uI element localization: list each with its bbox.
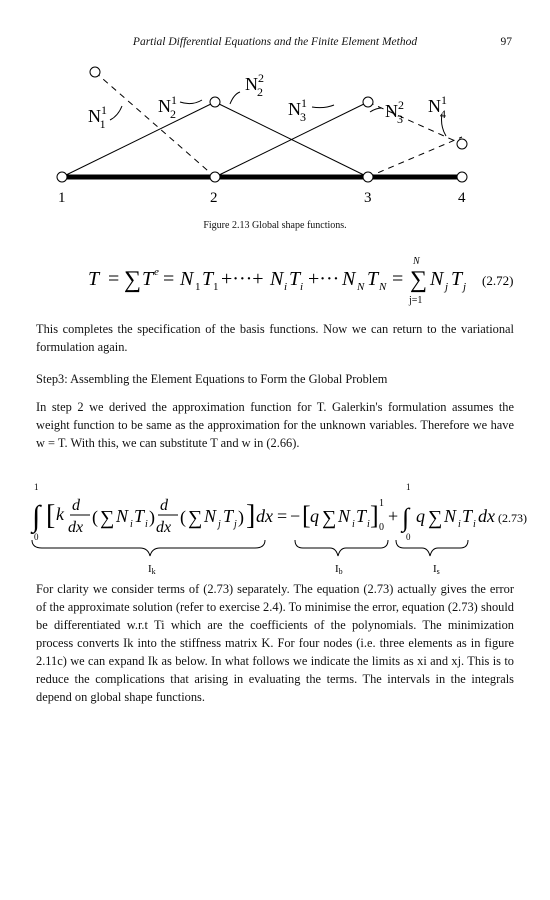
svg-text:d: d bbox=[72, 497, 80, 514]
node-2 bbox=[210, 172, 220, 182]
svg-text:j: j bbox=[218, 519, 221, 530]
svg-text:q: q bbox=[416, 506, 425, 526]
svg-text:∫: ∫ bbox=[402, 503, 410, 532]
svg-text:i: i bbox=[473, 519, 476, 530]
svg-text:j: j bbox=[445, 281, 449, 293]
figure-caption: Figure 2.13 Global shape functions. bbox=[203, 220, 347, 231]
shape-label-N11: $N^1$ 1 bbox=[88, 103, 107, 131]
svg-text:T: T bbox=[88, 268, 100, 290]
peak-node-2 bbox=[210, 97, 220, 107]
svg-text:∑: ∑ bbox=[322, 507, 337, 529]
svg-text:): ) bbox=[149, 507, 155, 527]
svg-text:T: T bbox=[289, 268, 301, 290]
svg-text:]: ] bbox=[246, 500, 256, 531]
svg-text:[: [ bbox=[46, 500, 56, 531]
svg-text:T: T bbox=[462, 506, 473, 526]
svg-text:i: i bbox=[145, 519, 148, 530]
svg-text:+···: +··· bbox=[308, 268, 340, 290]
svg-text:i: i bbox=[352, 519, 355, 530]
svg-text:T: T bbox=[142, 268, 154, 290]
svg-text:0: 0 bbox=[379, 522, 384, 533]
node-3 bbox=[363, 172, 373, 182]
svg-text:N: N bbox=[342, 268, 356, 290]
svg-text:): ) bbox=[238, 507, 244, 527]
svg-text:+: + bbox=[388, 506, 399, 526]
shape-label-N32: $N^2$ 3 bbox=[385, 98, 404, 126]
svg-text:k: k bbox=[56, 504, 64, 524]
svg-text:N: N bbox=[116, 506, 129, 526]
brace-label-Ib: Ib bbox=[335, 563, 343, 576]
arrow-N32 bbox=[370, 108, 382, 112]
svg-text:i: i bbox=[367, 519, 370, 530]
svg-text:T: T bbox=[451, 268, 463, 290]
equation-2-72 bbox=[30, 252, 530, 308]
running-header bbox=[0, 36, 550, 54]
peak-node-3 bbox=[363, 97, 373, 107]
svg-text:dx: dx bbox=[478, 506, 495, 526]
svg-text:(2.72): (2.72) bbox=[482, 273, 514, 288]
svg-text:i: i bbox=[458, 519, 461, 530]
svg-text:∫: ∫ bbox=[32, 500, 41, 533]
shape-label-N21: $N^1$ 2 bbox=[158, 93, 177, 121]
svg-text:=: = bbox=[163, 268, 175, 290]
arrow-N31 bbox=[312, 105, 334, 108]
svg-text:1: 1 bbox=[34, 482, 39, 492]
underbrace-Ik bbox=[32, 540, 265, 556]
svg-text:N: N bbox=[413, 256, 420, 267]
svg-text:T: T bbox=[367, 268, 379, 290]
svg-text:−: − bbox=[290, 506, 301, 526]
svg-text:T: T bbox=[223, 506, 234, 526]
running-title: Partial Differential Equations and the Finite Element Method bbox=[132, 36, 418, 48]
svg-text:(: ( bbox=[92, 507, 98, 527]
svg-text:=: = bbox=[108, 268, 120, 290]
shape-N14-dashed bbox=[368, 102, 462, 144]
global-shape-functions-figure bbox=[50, 62, 510, 222]
node-number-2: 2 bbox=[210, 190, 218, 206]
svg-text:dx: dx bbox=[256, 506, 273, 526]
svg-text:(2.73): (2.73) bbox=[498, 511, 527, 525]
brace-label-Ik: Ik bbox=[148, 563, 156, 576]
svg-text:∑: ∑ bbox=[410, 267, 428, 293]
svg-text:[: [ bbox=[302, 501, 311, 530]
brace-label-Is: Is bbox=[433, 563, 440, 576]
svg-text:1: 1 bbox=[195, 281, 201, 293]
arrow-N11 bbox=[110, 106, 122, 120]
paragraph-basis-functions: This completes the specification of the basis functions. Now we can return to the variational formulation again. bbox=[36, 322, 514, 354]
shape-label-N31: $N^1$ 3 bbox=[288, 96, 307, 124]
svg-text:=: = bbox=[277, 506, 288, 526]
node-number-1: 1 bbox=[58, 190, 66, 206]
svg-text:N: N bbox=[357, 281, 365, 293]
svg-text:i: i bbox=[130, 519, 133, 530]
svg-text:N: N bbox=[180, 268, 194, 290]
shape-N11-dashed bbox=[95, 72, 215, 177]
svg-text:1: 1 bbox=[213, 281, 219, 293]
node-1 bbox=[57, 172, 67, 182]
svg-text:j: j bbox=[463, 281, 467, 293]
svg-text:j=1: j=1 bbox=[409, 295, 423, 306]
page-number: 97 bbox=[500, 36, 512, 48]
svg-text:N: N bbox=[204, 506, 217, 526]
shape-label-N22: $N^2$ 2 bbox=[245, 71, 264, 99]
svg-text:N: N bbox=[430, 268, 444, 290]
svg-text:e: e bbox=[154, 266, 159, 278]
svg-text:dx: dx bbox=[156, 519, 172, 536]
svg-text:0: 0 bbox=[406, 532, 411, 542]
svg-text:1: 1 bbox=[406, 482, 411, 492]
svg-text:j: j bbox=[234, 519, 237, 530]
svg-text:+···+: +···+ bbox=[221, 268, 264, 290]
node-number-4: 4 bbox=[458, 190, 466, 206]
svg-text:]: ] bbox=[370, 501, 379, 530]
svg-text:d: d bbox=[160, 497, 168, 514]
svg-text:T: T bbox=[356, 506, 367, 526]
svg-text:i: i bbox=[300, 281, 304, 293]
svg-text:∑: ∑ bbox=[428, 507, 443, 529]
svg-text:∑: ∑ bbox=[188, 507, 203, 529]
svg-text:0: 0 bbox=[34, 532, 39, 542]
shape-N23-dashed bbox=[368, 137, 462, 177]
arrow-N21 bbox=[180, 100, 202, 104]
step3-heading: Step3: Assembling the Element Equations to Form the Global Problem bbox=[36, 372, 388, 386]
shape-N12-left bbox=[62, 102, 215, 177]
equation-2-73 bbox=[30, 478, 530, 578]
peak-node-1 bbox=[90, 67, 100, 77]
node-number-3: 3 bbox=[364, 190, 372, 206]
paragraph-clarity: For clarity we consider terms of (2.73) separately. The equation (2.73) actually gives the error of the approximate solution (refer to exercise 2.4). To minimise the error, equation (2.73) should be differentiated w.r.t Ti which are the coefficients of the polynomials. The minimization process converts Ik into the stiffness matrix K. For four nodes (i.e. three elements as in figure 2.11c) we can expand Ik as below. In what follows we indicate the limits as xi and xj. This is to reduce the complications that arising in evaluating the terms. The intervals in the integrals depend on global shape functions. bbox=[36, 582, 514, 704]
svg-text:i: i bbox=[284, 281, 288, 293]
underbrace-Ib bbox=[295, 540, 388, 556]
svg-text:∑: ∑ bbox=[124, 267, 142, 293]
svg-text:q: q bbox=[310, 506, 319, 526]
node-4 bbox=[457, 172, 467, 182]
svg-text:(: ( bbox=[180, 507, 186, 527]
underbrace-Is bbox=[396, 540, 468, 556]
shape-label-N41: $N^1$ 4 bbox=[428, 93, 447, 121]
svg-text:N: N bbox=[444, 506, 457, 526]
svg-text:1: 1 bbox=[379, 498, 384, 509]
svg-text:T: T bbox=[202, 268, 214, 290]
arrow-N22 bbox=[230, 92, 240, 104]
svg-text:N: N bbox=[338, 506, 351, 526]
paragraph-galerkin: In step 2 we derived the approximation function for T. Galerkin's formulation assumes the weight function to be same as the approximation for the unknown variables. Therefore we have w = T. With this, we can substitute T and w in (2.66). bbox=[36, 400, 514, 450]
svg-text:dx: dx bbox=[68, 519, 84, 536]
svg-text:=: = bbox=[392, 268, 404, 290]
svg-text:T: T bbox=[134, 506, 145, 526]
svg-text:N: N bbox=[270, 268, 284, 290]
svg-text:N: N bbox=[379, 281, 387, 293]
svg-text:∑: ∑ bbox=[100, 507, 115, 529]
peak-node-4 bbox=[457, 139, 467, 149]
